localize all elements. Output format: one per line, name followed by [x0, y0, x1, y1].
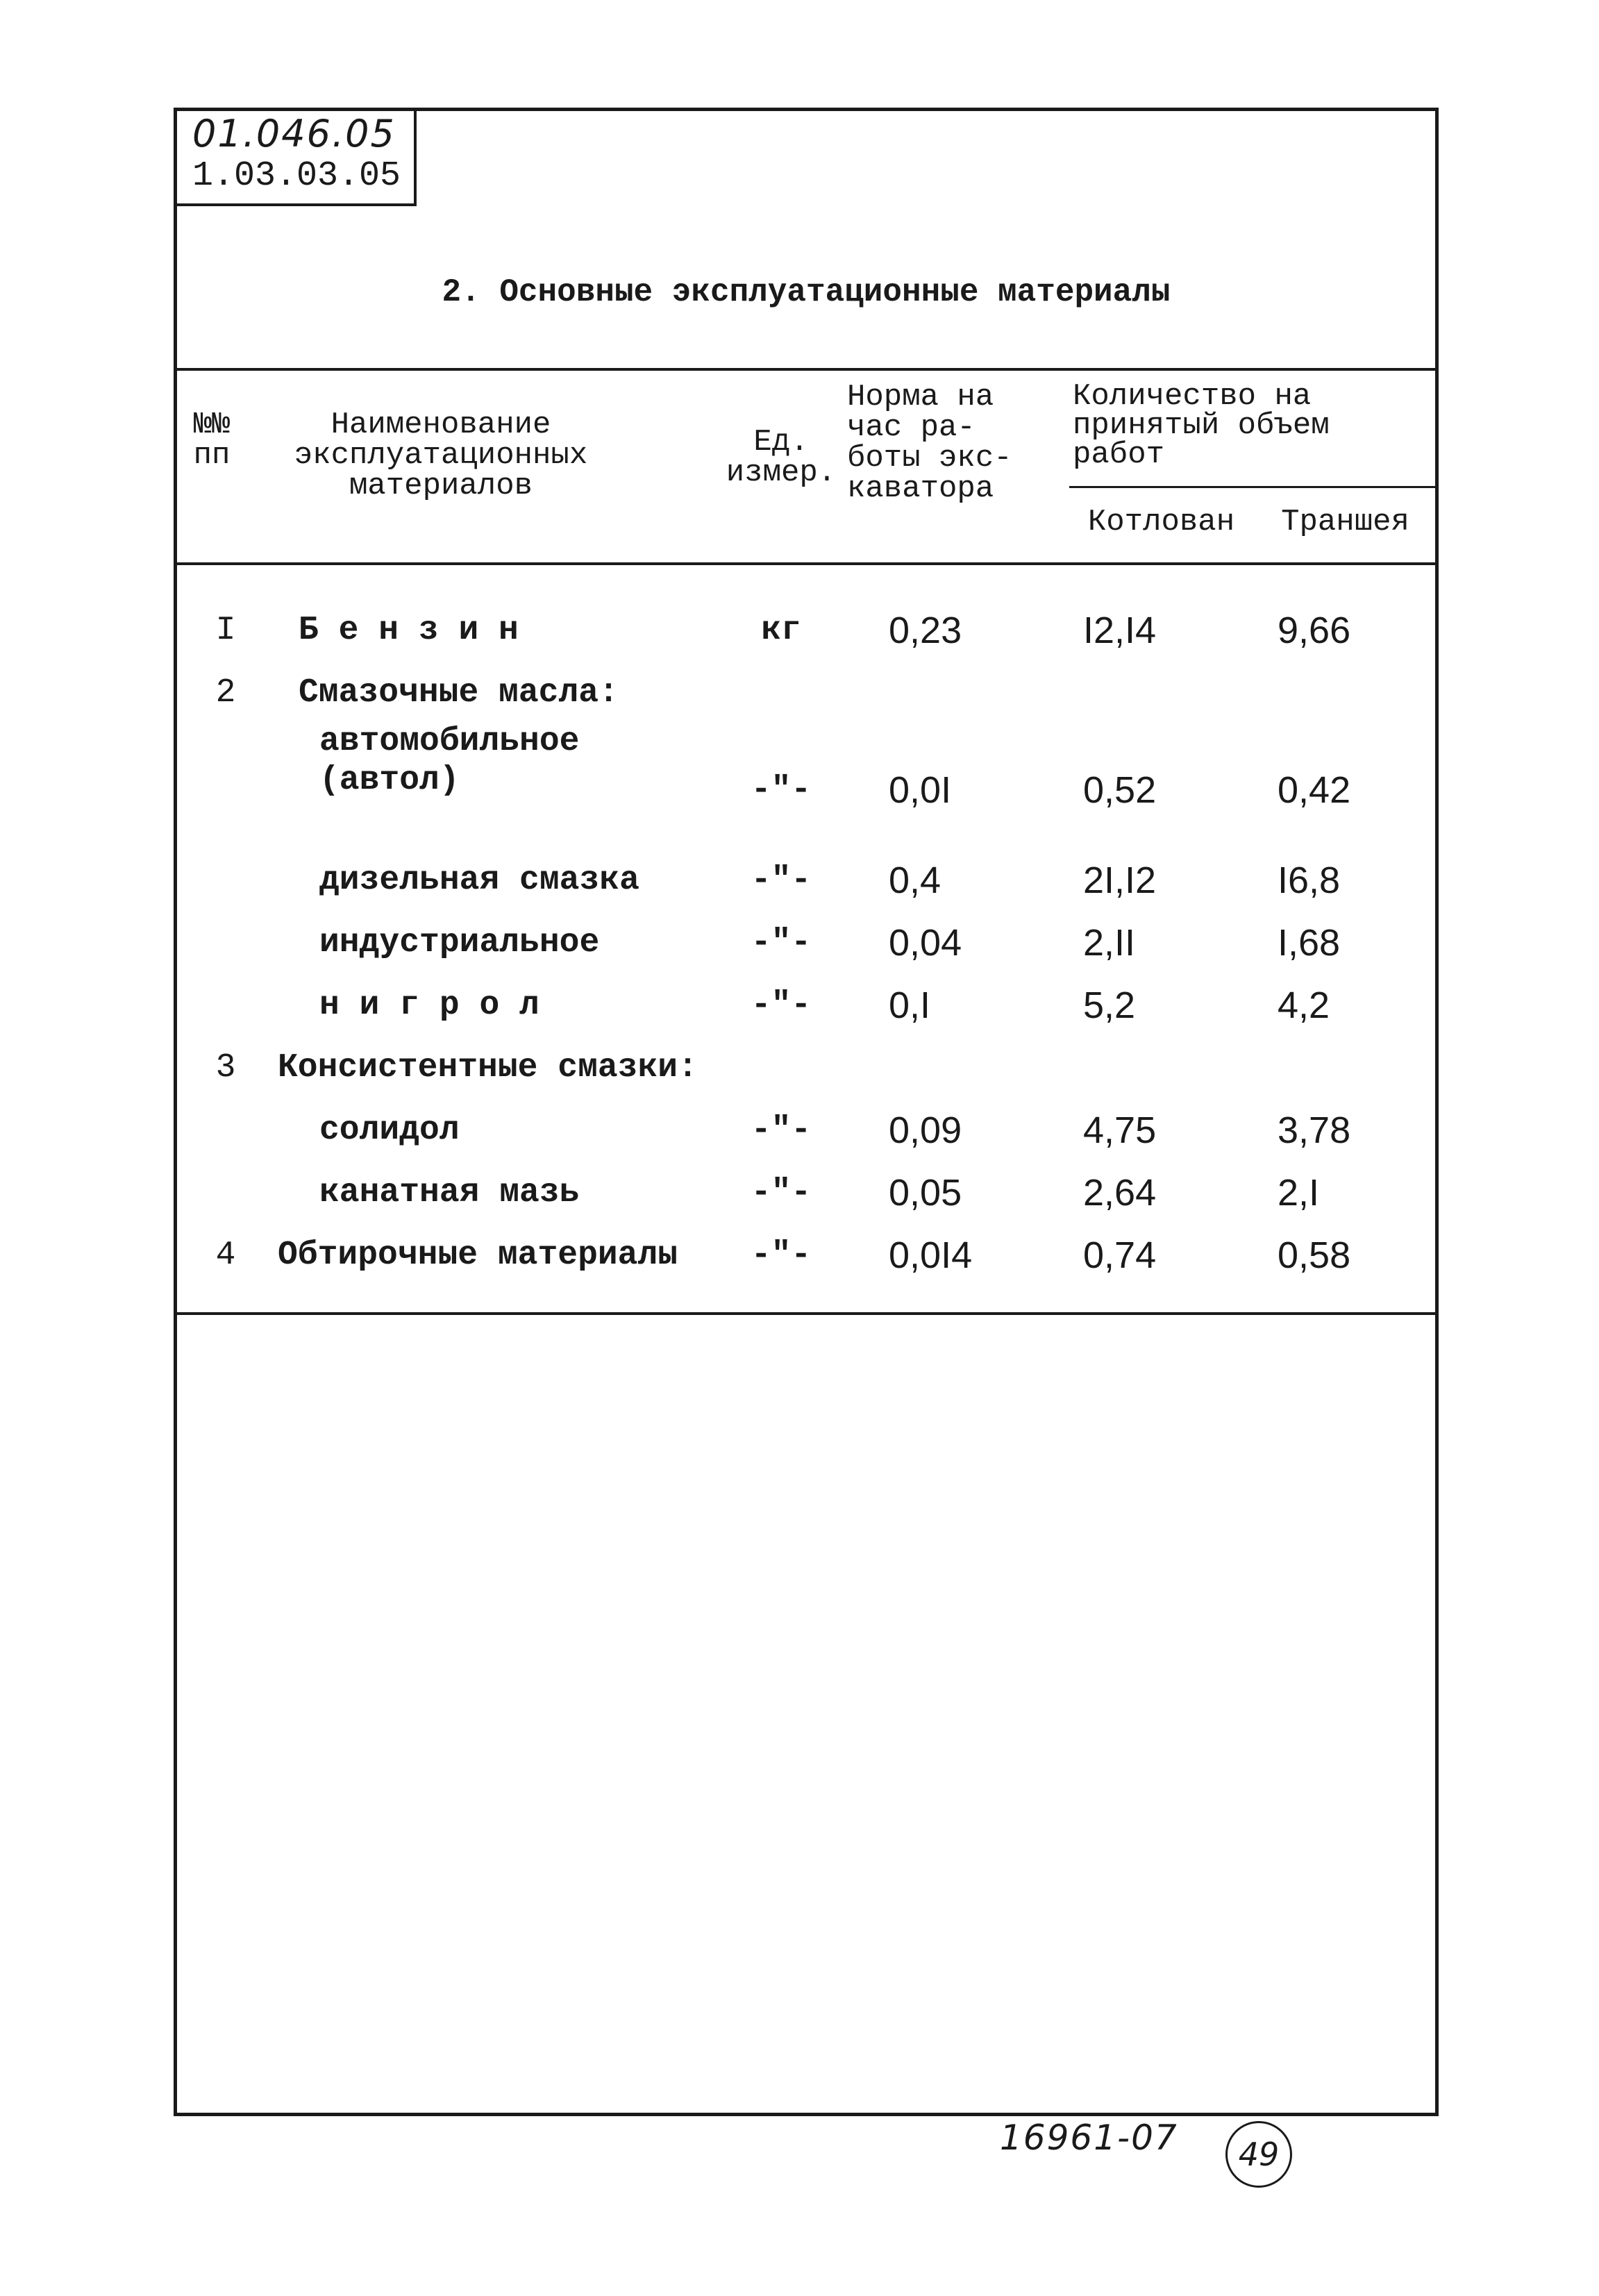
row-pit: 0,74	[1083, 1234, 1157, 1276]
row-name: Консистентные смазки:	[278, 1049, 698, 1087]
row-norm: 0,09	[889, 1109, 962, 1151]
header-qty-pit: Котлован	[1087, 505, 1235, 539]
row-norm: 0,23	[889, 610, 962, 651]
row-unit: -"-	[751, 987, 812, 1024]
table-bottom-rule	[177, 1312, 1435, 1315]
header-name: Наименование эксплуатационных материалов	[294, 408, 588, 503]
row-num: I	[215, 612, 236, 649]
header-unit: Ед. измер.	[726, 425, 837, 490]
row-pit: 4,75	[1083, 1109, 1157, 1151]
row-pit: 2,II	[1083, 922, 1136, 964]
row-unit: -"-	[751, 771, 812, 809]
row-trench: 0,42	[1278, 769, 1351, 811]
row-trench: 9,66	[1278, 610, 1351, 651]
row-unit: -"-	[751, 924, 812, 962]
row-norm: 0,4	[889, 860, 941, 901]
header-num: №№ пп	[193, 408, 231, 473]
row-pit: 0,52	[1083, 769, 1157, 811]
row-num: 3	[215, 1049, 236, 1087]
row-unit: -"-	[751, 1174, 812, 1212]
row-num: 4	[215, 1237, 236, 1274]
row-unit: -"-	[751, 1237, 812, 1274]
row-name: индустриальное	[319, 924, 600, 962]
row-name: Б е н з и н	[299, 612, 519, 649]
row-trench: 0,58	[1278, 1234, 1351, 1276]
header-norm: Норма на час ра- боты экс- каватора	[847, 380, 1012, 506]
document-frame	[174, 108, 1439, 2116]
header-qty-group: Количество на принятый объем работ	[1073, 379, 1330, 472]
row-name: солидол	[319, 1112, 460, 1149]
row-trench: 2,I	[1278, 1172, 1320, 1214]
row-trench: 3,78	[1278, 1109, 1351, 1151]
row-norm: 0,0I4	[889, 1234, 973, 1276]
row-pit: 2,64	[1083, 1172, 1157, 1214]
row-pit: I2,I4	[1083, 610, 1157, 651]
row-unit: -"-	[751, 862, 812, 899]
typed-code: 1.03.03.05	[192, 156, 401, 196]
row-num: 2	[215, 674, 236, 712]
row-norm: 0,I	[889, 984, 931, 1026]
row-unit: кг	[761, 612, 801, 649]
row-name: Смазочные масла:	[299, 674, 619, 712]
table-top-rule	[177, 368, 1435, 371]
row-trench: 4,2	[1278, 984, 1330, 1026]
row-name: дизельная смазка	[319, 862, 639, 899]
handwritten-code: 01.046.05	[192, 112, 396, 156]
row-trench: I,68	[1278, 922, 1341, 964]
row-unit: -"-	[751, 1112, 812, 1149]
row-norm: 0,0I	[889, 769, 952, 811]
footer-doc-number: 16961-07	[1000, 2118, 1178, 2158]
row-trench: I6,8	[1278, 860, 1341, 901]
row-name: Обтирочные материалы	[278, 1237, 678, 1274]
document-code-stamp	[177, 111, 417, 206]
qty-subheader-rule	[1069, 486, 1435, 488]
row-norm: 0,04	[889, 922, 962, 964]
page-number-circle: 49	[1225, 2121, 1292, 2188]
row-norm: 0,05	[889, 1172, 962, 1214]
row-name: канатная мазь	[319, 1174, 580, 1212]
row-pit: 5,2	[1083, 984, 1136, 1026]
row-name: н и г р о л	[319, 987, 539, 1024]
table-header-bottom-rule	[177, 562, 1435, 565]
header-qty-trench: Траншея	[1281, 505, 1409, 539]
section-title: 2. Основные эксплуатационные материалы	[442, 274, 1171, 310]
row-name: автомобильное (автол)	[319, 723, 580, 799]
row-pit: 2I,I2	[1083, 860, 1157, 901]
